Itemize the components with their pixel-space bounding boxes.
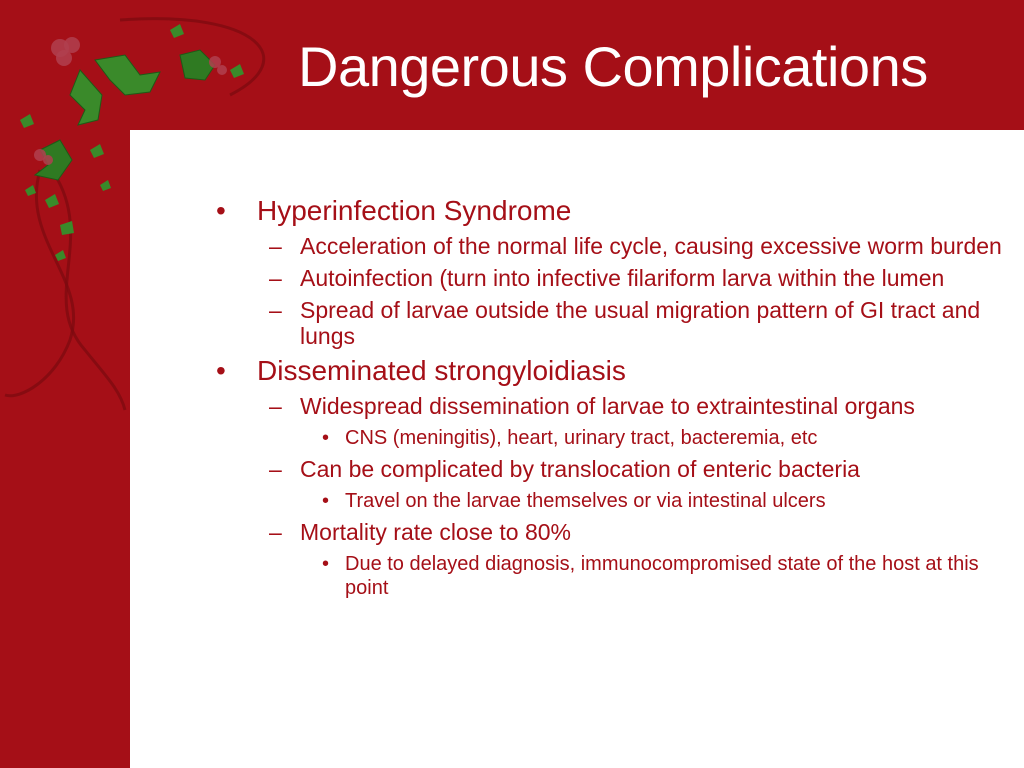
sub-sub-bullet-item [212, 489, 1002, 513]
bullet-text: Hyperinfection Syndrome [257, 195, 572, 226]
dash-marker: – [269, 519, 282, 545]
sub-sub-bullet-text: Due to delayed diagnosis, immunocompromised state of the host at this point [345, 553, 979, 599]
sub-bullet-item [212, 393, 1002, 419]
sub-bullet-item [212, 456, 1002, 482]
sub-sub-bullet-text: Travel on the larvae themselves or via intestinal ulcers [345, 490, 826, 512]
sub-sub-bullet-item [212, 426, 1002, 450]
dash-marker: – [269, 265, 282, 291]
bullet-item [212, 195, 1002, 227]
dash-marker: – [269, 233, 282, 259]
sub-bullet-text: Autoinfection (turn into infective filariform larva within the lumen [300, 265, 945, 291]
bullet-marker: • [322, 553, 330, 575]
bullet-marker: • [322, 490, 330, 512]
bullet-marker: • [322, 427, 330, 449]
bullet-text: Disseminated strongyloidiasis [257, 355, 626, 386]
sub-sub-bullet-text: CNS (meningitis), heart, urinary tract, bacteremia, etc [345, 427, 818, 449]
sub-bullet-text: Acceleration of the normal life cycle, causing excessive worm burden [300, 233, 1002, 259]
bullet-marker: • [216, 355, 226, 386]
dash-marker: – [269, 456, 282, 482]
dash-marker: – [269, 297, 282, 323]
sub-bullet-item [212, 265, 1002, 291]
sub-bullet-item [212, 233, 1002, 259]
slide-title: Dangerous Complications [298, 35, 928, 98]
sub-bullet-text: Widespread dissemination of larvae to extraintestinal organs [300, 393, 915, 419]
sub-bullet-text: Spread of larvae outside the usual migration pattern of GI tract and lungs [300, 297, 981, 349]
sub-bullet-item [212, 519, 1002, 545]
bullet-marker: • [216, 195, 226, 226]
sub-bullet-text: Mortality rate close to 80% [300, 519, 572, 545]
bullet-list [212, 195, 1002, 600]
sub-bullet-text: Can be complicated by translocation of enteric bacteria [300, 456, 860, 482]
dash-marker: – [269, 393, 282, 419]
sub-sub-bullet-item [212, 552, 1002, 600]
bullet-item [212, 355, 1002, 387]
sub-bullet-item [212, 297, 1002, 349]
